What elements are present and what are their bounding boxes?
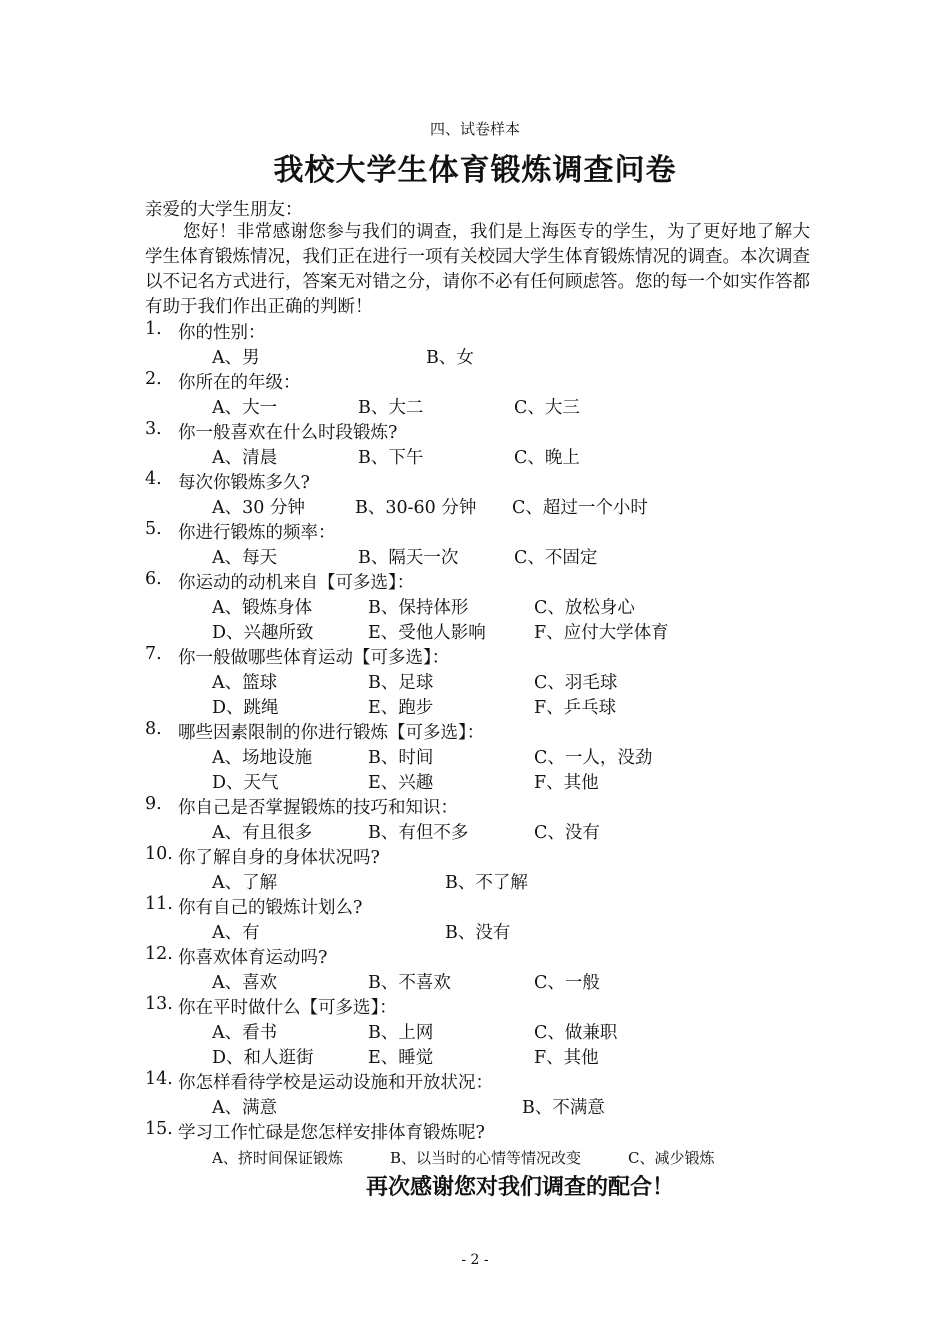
- question-text: 学习工作忙碌是您怎样安排体育锻炼呢?: [178, 1123, 485, 1143]
- answer-option: A、有: [212, 923, 260, 943]
- answer-option: E、兴趣: [368, 773, 434, 793]
- answer-option: A、锻炼身体: [212, 598, 313, 618]
- answer-option: B、不了解: [445, 873, 528, 893]
- answer-option: C、没有: [534, 823, 600, 843]
- question-number: 10.: [145, 844, 173, 864]
- answer-option: A、挤时间保证锻炼: [212, 1149, 343, 1167]
- page-number: - 2 -: [461, 1252, 489, 1268]
- question-number: 1.: [145, 319, 162, 339]
- answer-option: D、天气: [212, 773, 279, 793]
- answer-option: C、一般: [534, 973, 600, 993]
- answer-option: C、晚上: [514, 448, 580, 468]
- answer-option: A、有且很多: [212, 823, 313, 843]
- question-text: 你一般做哪些体育运动【可多选】：: [178, 648, 450, 668]
- answer-option: B、没有: [445, 923, 511, 943]
- question-number: 8.: [145, 719, 162, 739]
- section-label: 四、试卷样本: [429, 120, 520, 138]
- answer-option: C、做兼职: [534, 1023, 618, 1043]
- question-text: 你的性别：: [178, 323, 266, 343]
- answer-option: D、兴趣所致: [212, 623, 314, 643]
- question-number: 4.: [145, 469, 162, 489]
- answer-option: B、30-60 分钟: [355, 498, 477, 518]
- answer-option: B、有但不多: [368, 823, 469, 843]
- question-text: 你运动的动机来自【可多选】：: [178, 573, 415, 593]
- question-number: 9.: [145, 794, 162, 814]
- closing-message: 再次感谢您对我们调查的配合！: [365, 1175, 674, 1200]
- answer-option: E、受他人影响: [368, 623, 486, 643]
- answer-option: F、其他: [534, 773, 599, 793]
- question-text: 哪些因素限制的你进行锻炼【可多选】：: [178, 723, 485, 743]
- question-text: 每次你锻炼多久?: [178, 473, 310, 493]
- answer-option: A、清晨: [212, 448, 278, 468]
- answer-option: A、喜欢: [212, 973, 278, 993]
- answer-option: B、上网: [368, 1023, 434, 1043]
- answer-option: B、大二: [358, 398, 424, 418]
- question-text: 你自己是否掌握锻炼的技巧和知识：: [178, 798, 458, 818]
- question-number: 14.: [145, 1069, 173, 1089]
- question-number: 12.: [145, 944, 173, 964]
- answer-option: E、跑步: [368, 698, 434, 718]
- answer-option: E、睡觉: [368, 1048, 434, 1068]
- answer-option: A、篮球: [212, 673, 278, 693]
- answer-option: B、不满意: [522, 1098, 605, 1118]
- question-number: 3.: [145, 419, 162, 439]
- answer-option: F、乒乓球: [534, 698, 617, 718]
- questionnaire-title: 我校大学生体育锻炼调查问卷: [273, 153, 677, 188]
- answer-option: A、每天: [212, 548, 278, 568]
- answer-option: C、大三: [514, 398, 580, 418]
- answer-option: A、看书: [212, 1023, 278, 1043]
- answer-option: B、保持体形: [368, 598, 469, 618]
- question-text: 你了解自身的身体状况吗?: [178, 848, 380, 868]
- question-text: 你所在的年级：: [178, 373, 301, 393]
- answer-option: A、满意: [212, 1098, 278, 1118]
- question-number: 15.: [145, 1119, 173, 1139]
- answer-option: B、女: [426, 348, 474, 368]
- answer-option: F、应付大学体育: [534, 623, 669, 643]
- answer-option: A、了解: [212, 873, 278, 893]
- answer-option: A、30 分钟: [212, 498, 305, 518]
- greeting: 亲爱的大学生朋友：: [145, 200, 303, 220]
- question-text: 你一般喜欢在什么时段锻炼?: [178, 423, 398, 443]
- question-number: 5.: [145, 519, 162, 539]
- answer-option: C、减少锻炼: [628, 1149, 715, 1167]
- answer-option: A、大一: [212, 398, 278, 418]
- question-number: 11.: [145, 894, 173, 914]
- question-text: 你怎样看待学校是运动设施和开放状况：: [178, 1073, 493, 1093]
- question-number: 13.: [145, 994, 173, 1014]
- answer-option: A、场地设施: [212, 748, 313, 768]
- answer-option: C、不固定: [514, 548, 598, 568]
- answer-option: B、隔天一次: [358, 548, 459, 568]
- question-text: 你在平时做什么【可多选】：: [178, 998, 397, 1018]
- answer-option: B、下午: [358, 448, 424, 468]
- answer-option: B、足球: [368, 673, 434, 693]
- answer-option: C、一人，没劲: [534, 748, 653, 768]
- question-text: 你喜欢体育运动吗?: [178, 948, 328, 968]
- answer-option: C、羽毛球: [534, 673, 618, 693]
- answer-option: B、时间: [368, 748, 434, 768]
- answer-option: C、超过一个小时: [512, 498, 648, 518]
- answer-option: A、男: [212, 348, 260, 368]
- answer-option: D、和人逛街: [212, 1048, 314, 1068]
- answer-option: D、跳绳: [212, 698, 279, 718]
- answer-option: B、不喜欢: [368, 973, 451, 993]
- question-number: 6.: [145, 569, 162, 589]
- question-number: 2.: [145, 369, 162, 389]
- question-text: 你进行锻炼的频率：: [178, 523, 336, 543]
- answer-option: C、放松身心: [534, 598, 635, 618]
- question-number: 7.: [145, 644, 162, 664]
- answer-option: F、其他: [534, 1048, 599, 1068]
- intro-paragraph: 您好！非常感谢您参与我们的调查，我们是上海医专的学生，为了更好地了解大学生体育锻炼情况，我们正在进行一项有关校园大学生体育锻炼情况的调查。本次调查以不记名方式进行，答案无对错之分，请你不必有任何顾虑答。您的每一个如实作答都有助于我们作出正确的判断！: [145, 222, 810, 317]
- answer-option: B、以当时的心情等情况改变: [390, 1149, 582, 1167]
- question-text: 你有自己的锻炼计划么?: [178, 898, 363, 918]
